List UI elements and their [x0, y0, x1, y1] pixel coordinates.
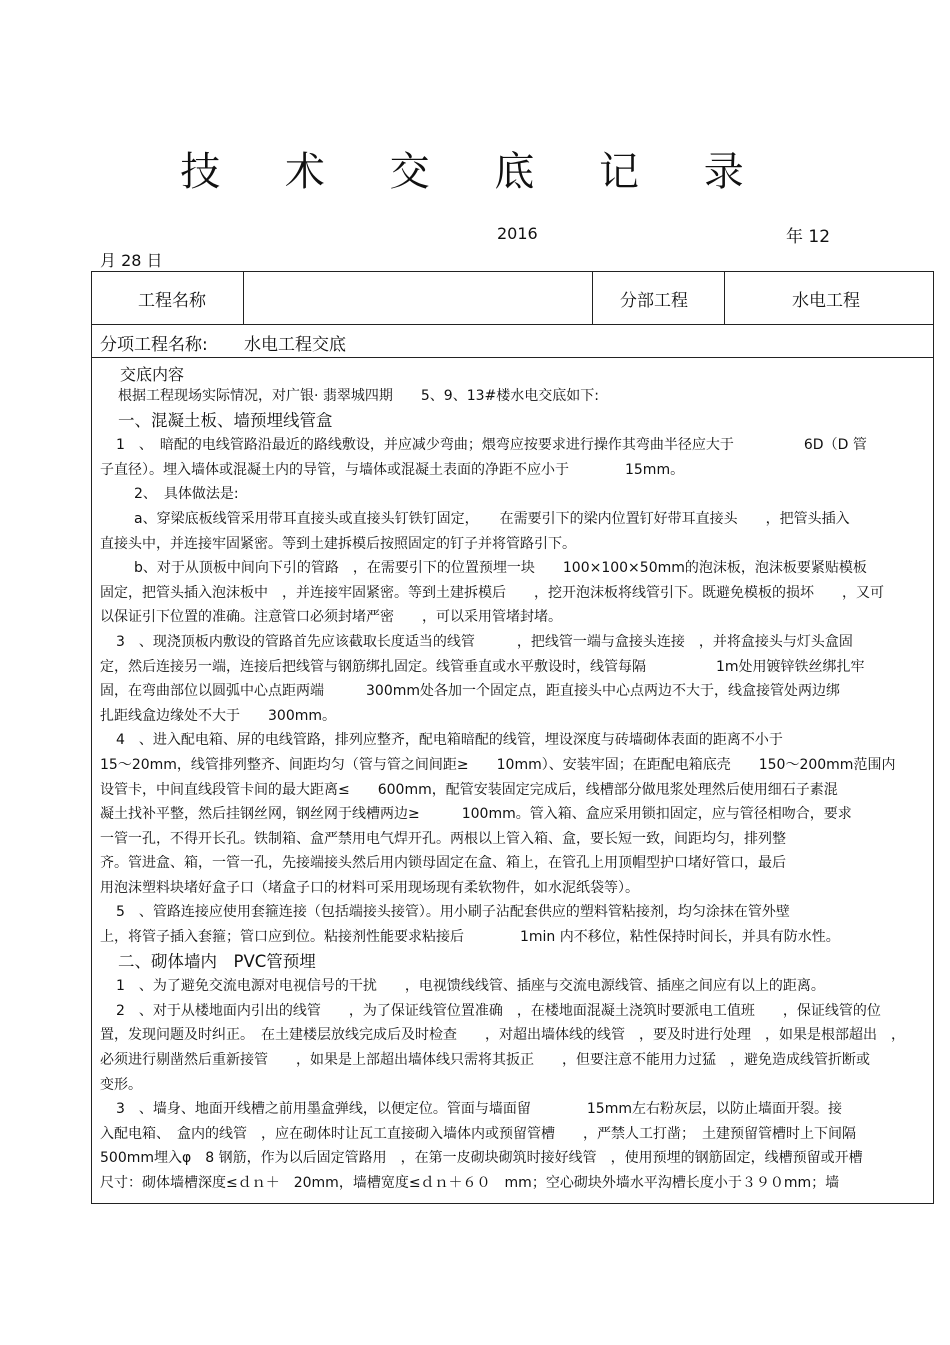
- content-line: 500mm埋入φ 8 钢筋，作为以后固定管路用 ，在第一皮砌块砌筑时接好线管 ，使用预埋的钢筋固定，线槽预留或开槽: [100, 1150, 863, 1167]
- content-line: b、对于从顶板中间向下引的管路 ，在需要引下的位置预埋一块 100×100×50mm的泡沫板，泡沫板要紧贴模板: [134, 560, 867, 577]
- divider: [243, 272, 244, 324]
- section-heading: 一、混凝土板、墙预埋线管盒: [118, 410, 333, 430]
- section-heading: 二、砌体墙内 PVC管预埋: [118, 951, 316, 971]
- date-year: 2016: [497, 224, 538, 243]
- division-value: 水电工程: [792, 291, 860, 311]
- content-line: 尺寸：砌体墙槽深度≤ｄｎ＋ 20mm，墙槽宽度≤ｄｎ＋６０ mm；空心砌块外墙水平沟槽长度小于３９０mm；墙: [100, 1175, 840, 1191]
- content-line: 一管一孔，不得开长孔。铁制箱、盒严禁用电气焊开孔。两根以上管入箱、盒，要长短一致，间距均匀，排列整: [100, 830, 786, 847]
- date-month-day: 月 28 日: [100, 251, 163, 270]
- project-name-label: 工程名称: [138, 291, 206, 311]
- content-line: 以保证引下位置的准确。注意管口必须封堵严密 ，可以采用管堵封堵。: [100, 609, 562, 626]
- record-table: [91, 271, 934, 1204]
- content-line: 变形。: [100, 1076, 142, 1093]
- content-line: a、穿梁底板线管采用带耳直接头或直接头钉铁钉固定， 在需要引下的梁内位置钉好带耳直接头 ，把管头插入: [134, 510, 850, 527]
- content-line: 定，然后连接另一端，连接后把线管与钢筋绑扎固定。线管垂直或水平敷设时，线管每隔 1m处用镀锌铁丝绑扎牢: [100, 658, 865, 675]
- content-line: 2 、对于从楼地面内引出的线管 ，为了保证线管位置准确 ，在楼地面混凝土浇筑时要派电工值班 ，保证线管的位: [116, 1002, 881, 1019]
- content-line: 上，将管子插入套箍；管口应到位。粘接剂性能要求粘接后 1min 内不移位，粘性保持时间长，并具有防水性。: [100, 929, 840, 946]
- content-line: 设管卡，中间直线段管卡间的最大距离≤ 600mm，配管安装固定完成后，线槽部分做甩浆处理然后使用细石子素混: [100, 781, 838, 798]
- divider: [92, 357, 933, 358]
- content-line: 用泡沫塑料块堵好盒子口（堵盒子口的材料可采用现场现有柔软物件，如水泥纸袋等）。: [100, 879, 639, 896]
- content-line: 子直径）。埋入墙体或混凝土内的导管，与墙体或混凝土表面的净距不应小于 15mm。: [100, 461, 685, 478]
- content-line: 2、 具体做法是:: [134, 486, 239, 503]
- page-title: 技 术 交 底 记 录: [180, 149, 770, 195]
- content-line: 扎距线盒边缘处不大于 300mm。: [100, 707, 336, 724]
- content-line: 1 、为了避免交流电源对电视信号的干扰 ，电视馈线线管、插座与交流电源线管、插座之间应有以上的距离。: [116, 978, 825, 995]
- content-line: 入配电箱、 盒内的线管 ，应在砌体时让瓦工直接砌入墙体内或预留管槽 ，严禁人工打凿； 土建预留管槽时上下间隔: [100, 1125, 856, 1142]
- content-body: [100, 384, 928, 1196]
- content-line: 固，在弯曲部位以圆弧中心点距两端 300mm处各加一个固定点，距直接头中心点两边不大于，线盒接管处两边绑: [100, 683, 840, 700]
- division-label: 分部工程: [620, 291, 688, 311]
- content-line: 5 、管路连接应使用套箍连接（包括端接头接管）。用小刷子沾配套供应的塑料管粘接剂，均匀涂抹在管外壁: [116, 904, 790, 921]
- content-line: 齐。管进盒、箱，一管一孔，先接端接头然后用内锁母固定在盒、箱上，在管孔上用顶帽型护口堵好管口，最后: [100, 855, 786, 872]
- content-line: 根据工程现场实际情况，对广银· 翡翠城四期 5、9、13#楼水电交底如下:: [118, 388, 599, 404]
- divider: [592, 272, 593, 324]
- content-heading: 交底内容: [120, 365, 185, 384]
- divider: [92, 324, 933, 325]
- content-line: 固定，把管头插入泡沫板中 ，并连接牢固紧密。等到土建拆模后 ，挖开泡沫板将线管引下。既避免模板的损坏 ，又可: [100, 584, 884, 601]
- content-line: 4 、进入配电箱、屏的电线管路，排列应整齐，配电箱暗配的线管，埋设深度与砖墙砌体表面的距离不小于: [116, 732, 783, 749]
- content-line: 1 、 暗配的电线管路沿最近的路线敷设，并应减少弯曲；煨弯应按要求进行操作其弯曲半径应大于 6D（D 管: [116, 437, 867, 454]
- content-line: 15～20mm，线管排列整齐、间距均匀（管与管之间间距≥ 10mm）、安装牢固；在距配电箱底壳 150～200mm范围内: [100, 756, 896, 773]
- content-line: 直接头中，并连接牢固紧密。等到土建拆模后按照固定的钉子并将管路引下。: [100, 535, 576, 552]
- subitem-label: 分项工程名称:: [100, 335, 208, 355]
- content-line: 3 、现浇顶板内敷设的管路首先应该截取长度适当的线管 ，把线管一端与盒接头连接 ，并将盒接头与灯头盒固: [116, 633, 853, 650]
- content-line: 3 、墙身、地面开线槽之前用墨盒弹线，以便定位。管面与墙面留 15mm左右粉灰层，以防止墙面开裂。接: [116, 1101, 842, 1118]
- content-line: 置，发现问题及时纠正。 在土建楼层放线完成后及时检查 ，对超出墙体线的线管 ，要及时进行处理 ，如果是根部超出 ，: [100, 1027, 905, 1044]
- content-line: 必须进行剔凿然后重新接管 ，如果是上部超出墙体线只需将其扳正 ，但要注意不能用力过猛 ，避免造成线管折断或: [100, 1052, 870, 1069]
- content-line: 凝土找补平整，然后挂钢丝网，钢丝网于线槽两边≥ 100mm。管入箱、盒应采用锁扣固定，应与管径相吻合，要求: [100, 806, 852, 823]
- divider: [724, 272, 725, 324]
- subitem-value: 水电工程交底: [244, 335, 346, 355]
- date-year-suffix-month: 年 12: [786, 227, 831, 247]
